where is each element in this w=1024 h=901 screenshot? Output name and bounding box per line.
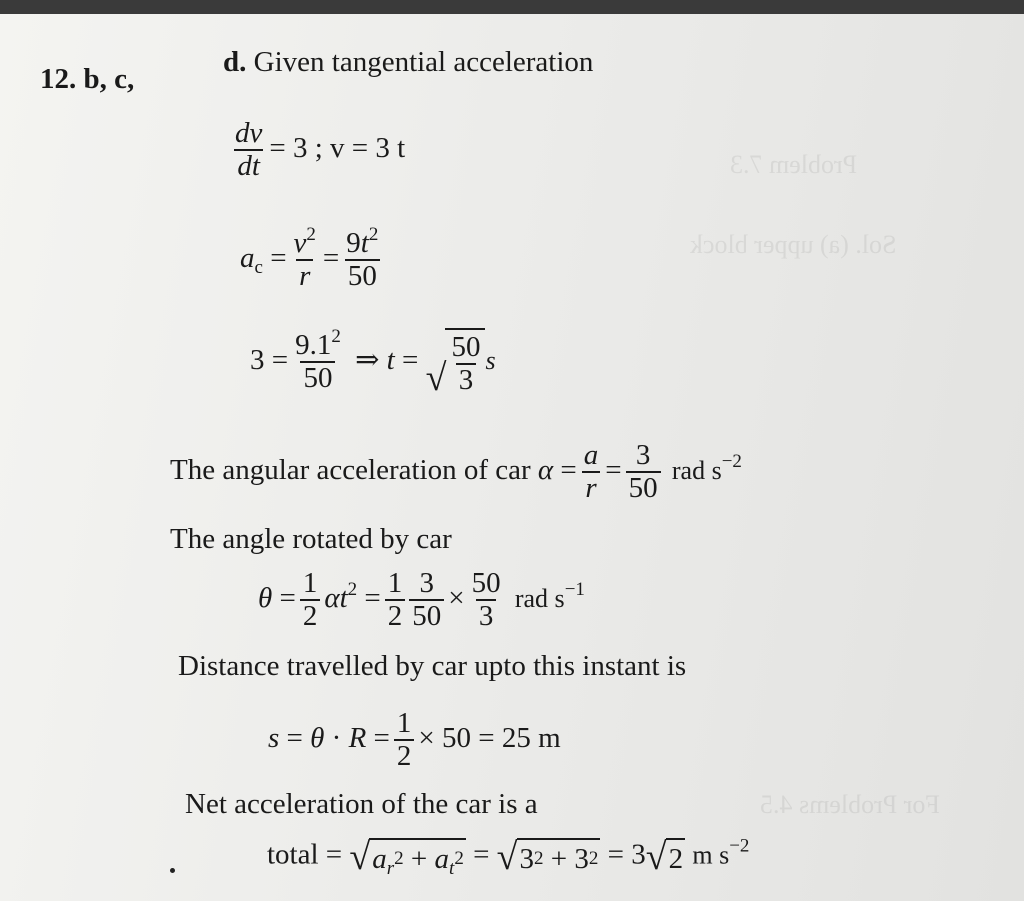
bleed-through: Problem 7.3 bbox=[730, 150, 858, 179]
scan-edge bbox=[0, 0, 1024, 14]
angular-acceleration-text: The angular acceleration of car bbox=[170, 453, 531, 486]
angular-acceleration-unit: rad s bbox=[671, 455, 722, 485]
sqrt-values: √ 3 2 + 3 2 bbox=[496, 836, 599, 878]
sqrt-two: √ 2 bbox=[645, 836, 684, 878]
net-acceleration-text: Net acceleration of the car is a bbox=[185, 788, 538, 820]
equation-centripetal: $a_c$ = $\frac{v^2}{r}$ = $\frac{9t^2}{50}$ bbox=[240, 224, 379, 293]
distance-text: Distance travelled by car upto this instant is bbox=[178, 650, 687, 682]
equation-time: 3 = $\frac{9.1^2}{50}$ ⇒ t = √ $\frac{50}{3}$ s bbox=[250, 326, 496, 399]
bleed-through: Sol. (a) upper block bbox=[690, 230, 897, 259]
tangential-value: = 3 ; v = 3 t bbox=[269, 131, 406, 164]
angle-text: The angle rotated by car bbox=[170, 523, 452, 555]
equation-distance: s = θ · R = $\frac{1}{2}$ × 50 = 25 m bbox=[268, 707, 561, 773]
unit-exponent: −2 bbox=[729, 835, 750, 857]
equation-angle: θ = $\frac{1}{2}$ $\alpha t^2$ = $\frac{1}{2}$ $\frac{3}{50}$ × $\frac{50}{3}$ rad $s^{-1}$ bbox=[258, 567, 585, 633]
intro-text: Given tangential acceleration bbox=[253, 46, 594, 78]
total-result: = 3 bbox=[607, 838, 646, 871]
bleed-through: For Problems 4.5 bbox=[760, 790, 940, 819]
equation-total: total = √ $a_r$ 2 + $a_t$ 2 = √ 3 2 + 3 2 = 3 √ 2 m $s^{-2}$ bbox=[267, 835, 750, 879]
angle-unit: rad s bbox=[514, 583, 565, 613]
distance-result: × 50 = 25 m bbox=[418, 721, 561, 754]
part-label: d. bbox=[223, 46, 247, 78]
sqrt-fraction: √ $\frac{50}{3}$ bbox=[426, 328, 486, 397]
part-header bbox=[223, 48, 593, 77]
unit-exponent: −2 bbox=[721, 450, 742, 472]
bullet-dot bbox=[170, 868, 175, 873]
total-unit: m s bbox=[692, 840, 730, 870]
unit-exponent: −1 bbox=[564, 578, 585, 600]
total-label: total = bbox=[267, 838, 343, 871]
equation-angular-acceleration: The angular acceleration of car α = $\frac{a}{r}$ = $\frac{3}{50}$ rad $s^{-2}$ bbox=[170, 439, 742, 505]
sqrt-components: √ $a_r$ 2 + $a_t$ 2 bbox=[349, 836, 464, 879]
equation-tangential bbox=[228, 118, 405, 183]
dv-dt-fraction: $\frac{dv}{dt}$ bbox=[235, 117, 263, 183]
problem-number: 12. b, c, bbox=[40, 63, 135, 95]
